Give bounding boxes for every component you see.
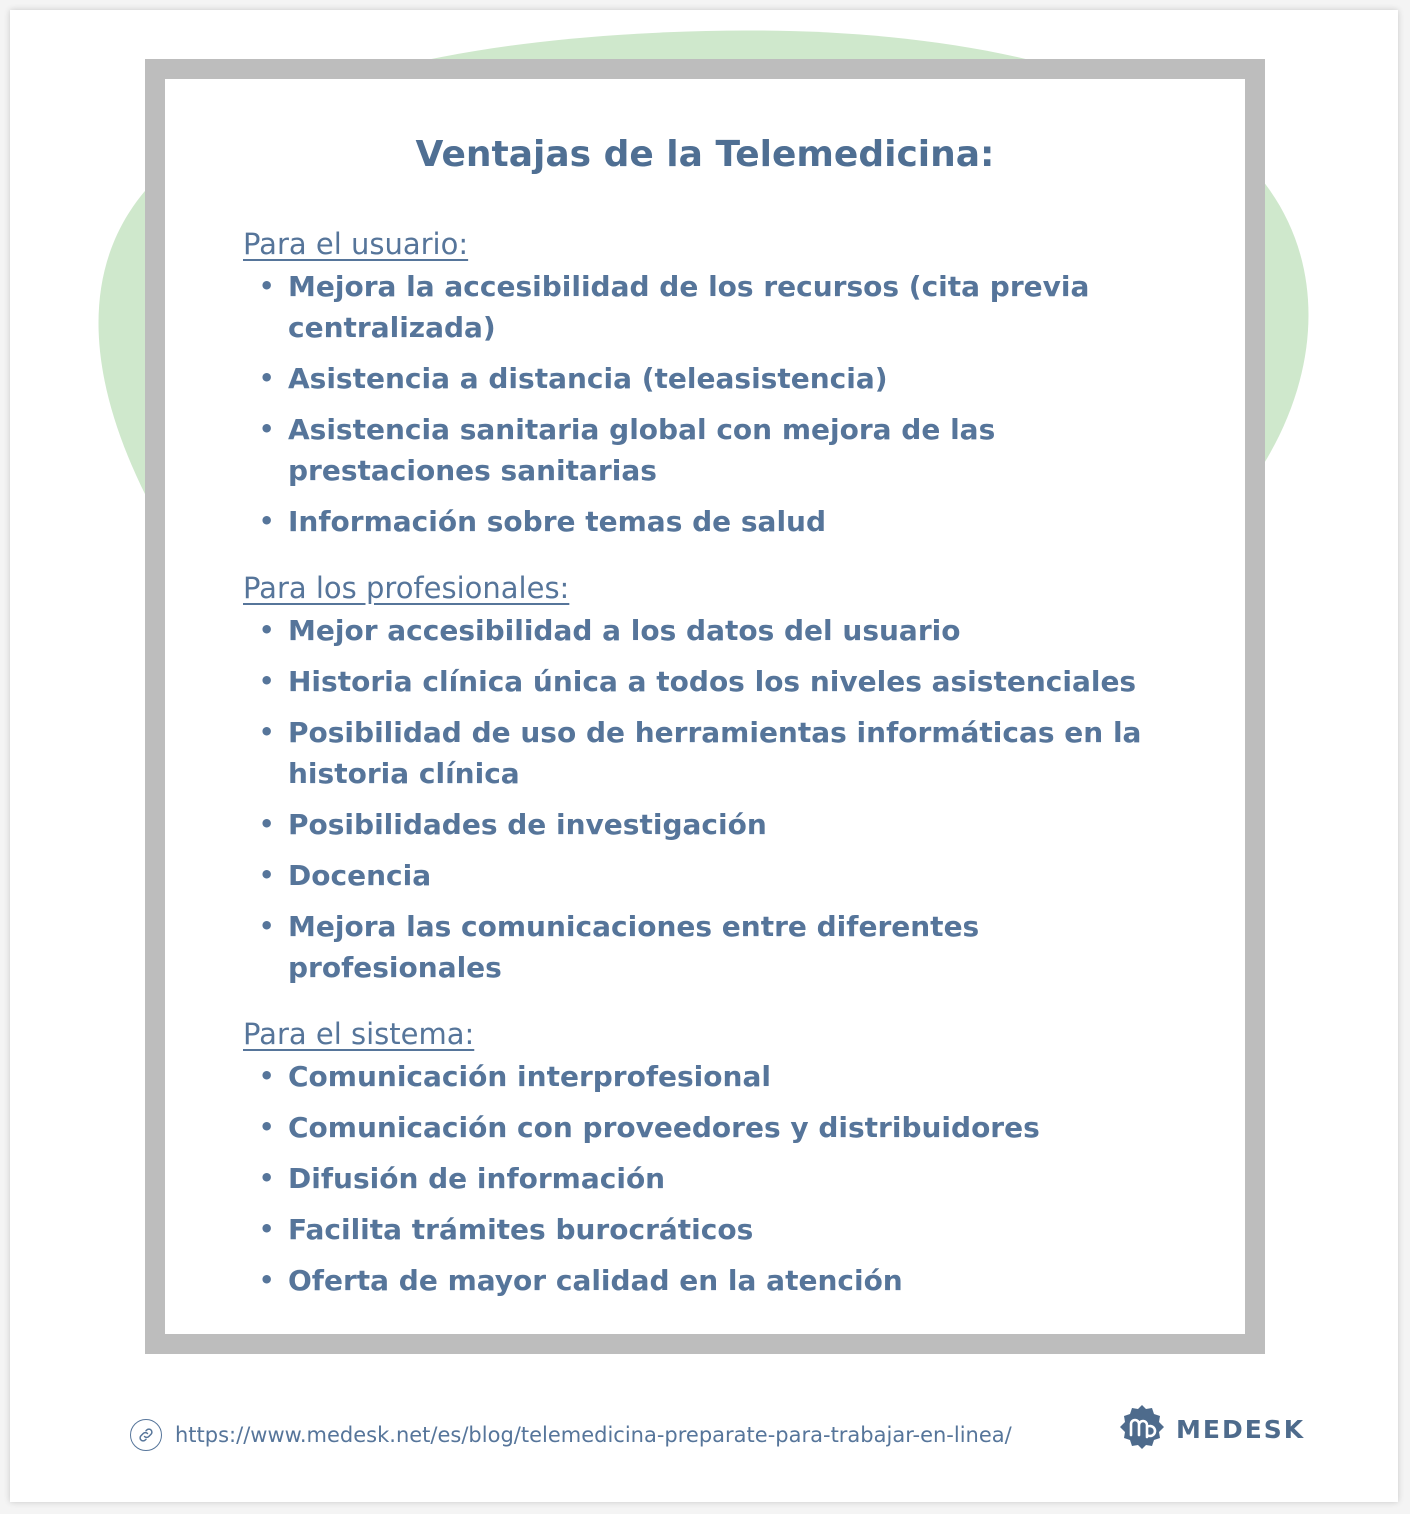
source-link[interactable] bbox=[130, 1417, 1012, 1453]
section-list bbox=[243, 610, 1163, 988]
list-item: • Historia clínica única a todos los niveles asistenciales bbox=[243, 661, 1163, 702]
brand-logo bbox=[1118, 1405, 1305, 1453]
section-heading: Para el usuario: bbox=[243, 227, 469, 261]
list-item: • Comunicación interprofesional bbox=[243, 1056, 1163, 1097]
bullet-icon: • bbox=[259, 1164, 275, 1192]
section-heading: Para los profesionales: bbox=[243, 571, 570, 605]
section-usuario bbox=[243, 224, 1163, 542]
bullet-icon: • bbox=[259, 507, 275, 535]
bullet-icon: • bbox=[259, 1215, 275, 1243]
page-title: Ventajas de la Telemedicina: bbox=[415, 134, 995, 175]
bullet-icon: • bbox=[259, 272, 275, 300]
bullet-icon: • bbox=[259, 415, 275, 443]
list-item: • Mejora las comunicaciones entre diferentes profesionales bbox=[243, 906, 1163, 988]
list-item: • Asistencia sanitaria global con mejora de las prestaciones sanitarias bbox=[243, 409, 1163, 491]
list-item: • Posibilidad de uso de herramientas informáticas en la historia clínica bbox=[243, 712, 1163, 794]
bullet-icon: • bbox=[259, 718, 275, 746]
bullet-icon: • bbox=[259, 912, 275, 940]
list-item: • Posibilidades de investigación bbox=[243, 804, 1163, 845]
medesk-logo-icon bbox=[1118, 1403, 1166, 1455]
list-item: • Oferta de mayor calidad en la atención bbox=[243, 1260, 1163, 1301]
bullet-icon: • bbox=[259, 810, 275, 838]
advantages-content bbox=[243, 224, 1163, 1311]
bullet-icon: • bbox=[259, 861, 275, 889]
bullet-icon: • bbox=[259, 1113, 275, 1141]
list-item: • Mejor accesibilidad a los datos del usuario bbox=[243, 610, 1163, 651]
section-list bbox=[243, 266, 1163, 542]
list-item: • Difusión de información bbox=[243, 1158, 1163, 1199]
section-heading: Para el sistema: bbox=[243, 1017, 475, 1051]
list-item: • Mejora la accesibilidad de los recursos (cita previa centralizada) bbox=[243, 266, 1163, 348]
source-url[interactable]: https://www.medesk.net/es/blog/telemedicina-preparate-para-trabajar-en-linea/ bbox=[175, 1423, 1012, 1447]
list-item: • Información sobre temas de salud bbox=[243, 501, 1163, 542]
brand-name: MEDESK bbox=[1176, 1414, 1306, 1444]
list-item: • Docencia bbox=[243, 855, 1163, 896]
list-item: • Comunicación con proveedores y distribuidores bbox=[243, 1107, 1163, 1148]
list-item: • Facilita trámites burocráticos bbox=[243, 1209, 1163, 1250]
list-item: • Asistencia a distancia (teleasistencia) bbox=[243, 358, 1163, 399]
section-profesionales bbox=[243, 568, 1163, 988]
section-list bbox=[243, 1056, 1163, 1301]
bullet-icon: • bbox=[259, 1266, 275, 1294]
bullet-icon: • bbox=[259, 1062, 275, 1090]
bullet-icon: • bbox=[259, 667, 275, 695]
bullet-icon: • bbox=[259, 616, 275, 644]
section-sistema bbox=[243, 1014, 1163, 1301]
link-icon bbox=[130, 1419, 162, 1451]
bullet-icon: • bbox=[259, 364, 275, 392]
